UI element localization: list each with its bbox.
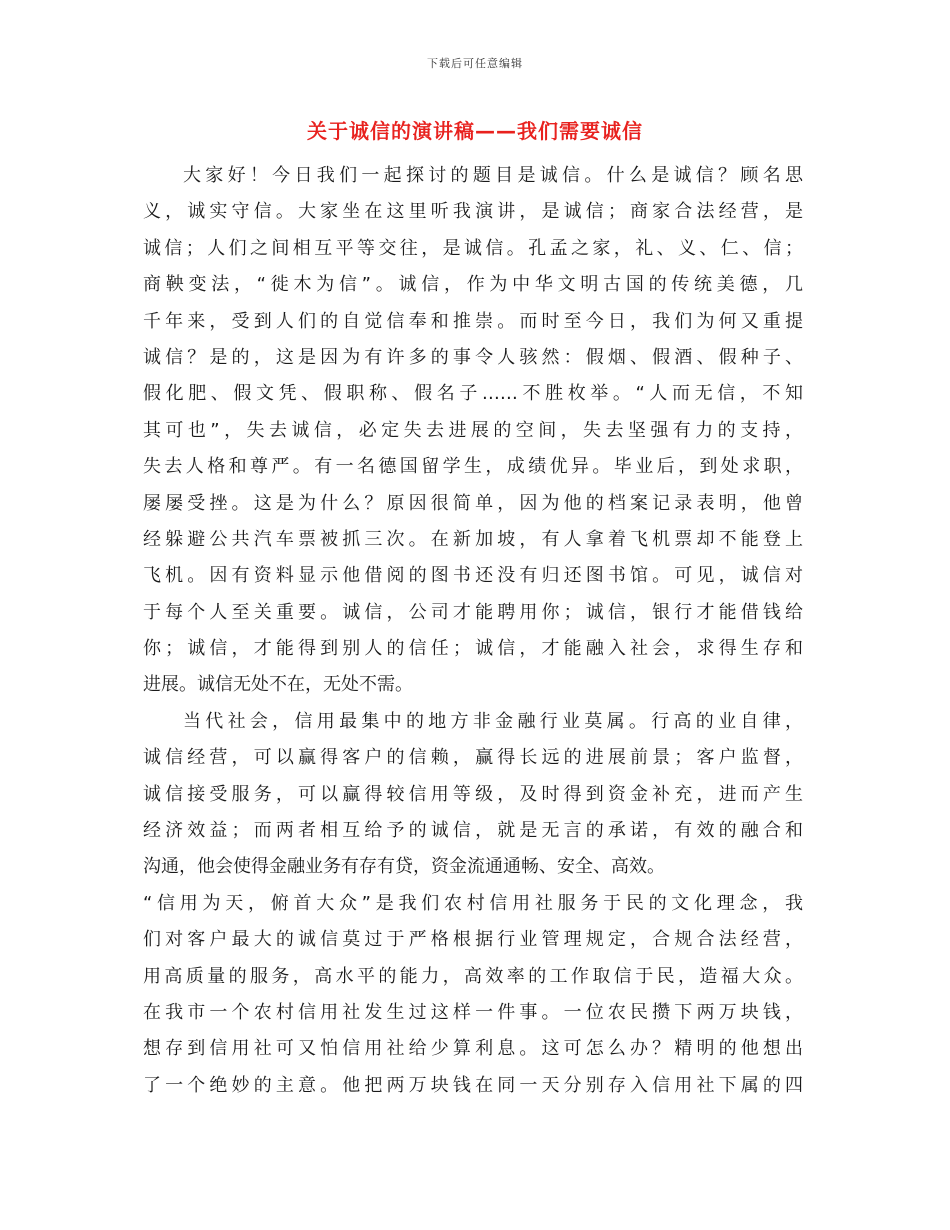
text-line: 在我市一个农村信用社发生过这样一件事。一位农民攒下两万块钱， — [143, 1001, 803, 1023]
text-line: 大家好！今日我们一起探讨的题目是诚信。什么是诚信？顾名思 — [183, 165, 803, 186]
text-line: 义，诚实守信。大家坐在这里听我演讲，是诚信；商家合法经营，是 — [143, 201, 803, 223]
text-line: 其可也”，失去诚信，必定失去进展的空间，失去坚强有力的支持， — [143, 419, 803, 441]
text-line: 进展。诚信无处不在，无处不需。 — [143, 674, 413, 696]
text-line: 商鞅变法，“徙木为信”。诚信，作为中华文明古国的传统美德，几 — [143, 274, 803, 296]
text-line: 飞机。因有资料显示他借阅的图书还没有归还图书馆。可见，诚信对 — [143, 565, 803, 587]
text-line: 屡屡受挫。这是为什么？原因很简单，因为他的档案记录表明，他曾 — [143, 492, 803, 514]
text-line: 千年来，受到人们的自觉信奉和推崇。而时至今日，我们为何又重提 — [143, 310, 803, 332]
paragraph-2 — [143, 704, 803, 1104]
text-line: 假化肥、假文凭、假职称、假名子……不胜枚举。“人而无信，不知 — [143, 383, 803, 405]
text-line: 经济效益；而两者相互给予的诚信，就是无言的承诺，有效的融合和 — [143, 820, 803, 842]
page-header-note: 下载后可任意编辑 — [427, 57, 523, 70]
text-line: 你；诚信，才能得到别人的信任；诚信，才能融入社会，求得生存和 — [143, 638, 803, 660]
text-line: “信用为天，俯首大众”是我们农村信用社服务于民的文化理念，我 — [143, 892, 803, 914]
text-line: 当代社会，信用最集中的地方非金融行业莫属。行高的业自律， — [183, 710, 803, 732]
text-line: 经躲避公共汽车票被抓三次。在新加坡，有人拿着飞机票却不能登上 — [143, 528, 803, 550]
text-line: 诚信？是的，这是因为有许多的事令人骇然：假烟、假酒、假种子、 — [143, 346, 803, 368]
text-line: 用高质量的服务，高水平的能力，高效率的工作取信于民，造福大众。 — [143, 965, 803, 987]
text-line: 想存到信用社可又怕信用社给少算利息。这可怎么办？精明的他想出 — [143, 1038, 803, 1060]
text-line: 了一个绝妙的主意。他把两万块钱在同一天分别存入信用社下属的四 — [143, 1074, 803, 1096]
text-line: 失去人格和尊严。有一名德国留学生，成绩优异。毕业后，到处求职， — [143, 456, 803, 478]
text-line: 们对客户最大的诚信莫过于严格根据行业管理规定，合规合法经营， — [143, 929, 803, 951]
text-line: 诚信经营，可以赢得客户的信赖，赢得长远的进展前景；客户监督， — [143, 747, 803, 769]
document-title: 关于诚信的演讲稿——我们需要诚信 — [307, 119, 643, 143]
text-line: 诚信接受服务，可以赢得较信用等级，及时得到资金补充，进而产生 — [143, 783, 803, 805]
text-line: 于每个人至关重要。诚信，公司才能聘用你；诚信，银行才能借钱给 — [143, 601, 803, 623]
document-body — [143, 158, 803, 1104]
text-line: 沟通，他会使得金融业务有存有贷，资金流通通畅、安全、高效。 — [143, 856, 665, 878]
text-line: 诚信；人们之间相互平等交往，是诚信。孔孟之家，礼、义、仁、信； — [143, 237, 803, 259]
paragraph-1 — [143, 158, 803, 704]
